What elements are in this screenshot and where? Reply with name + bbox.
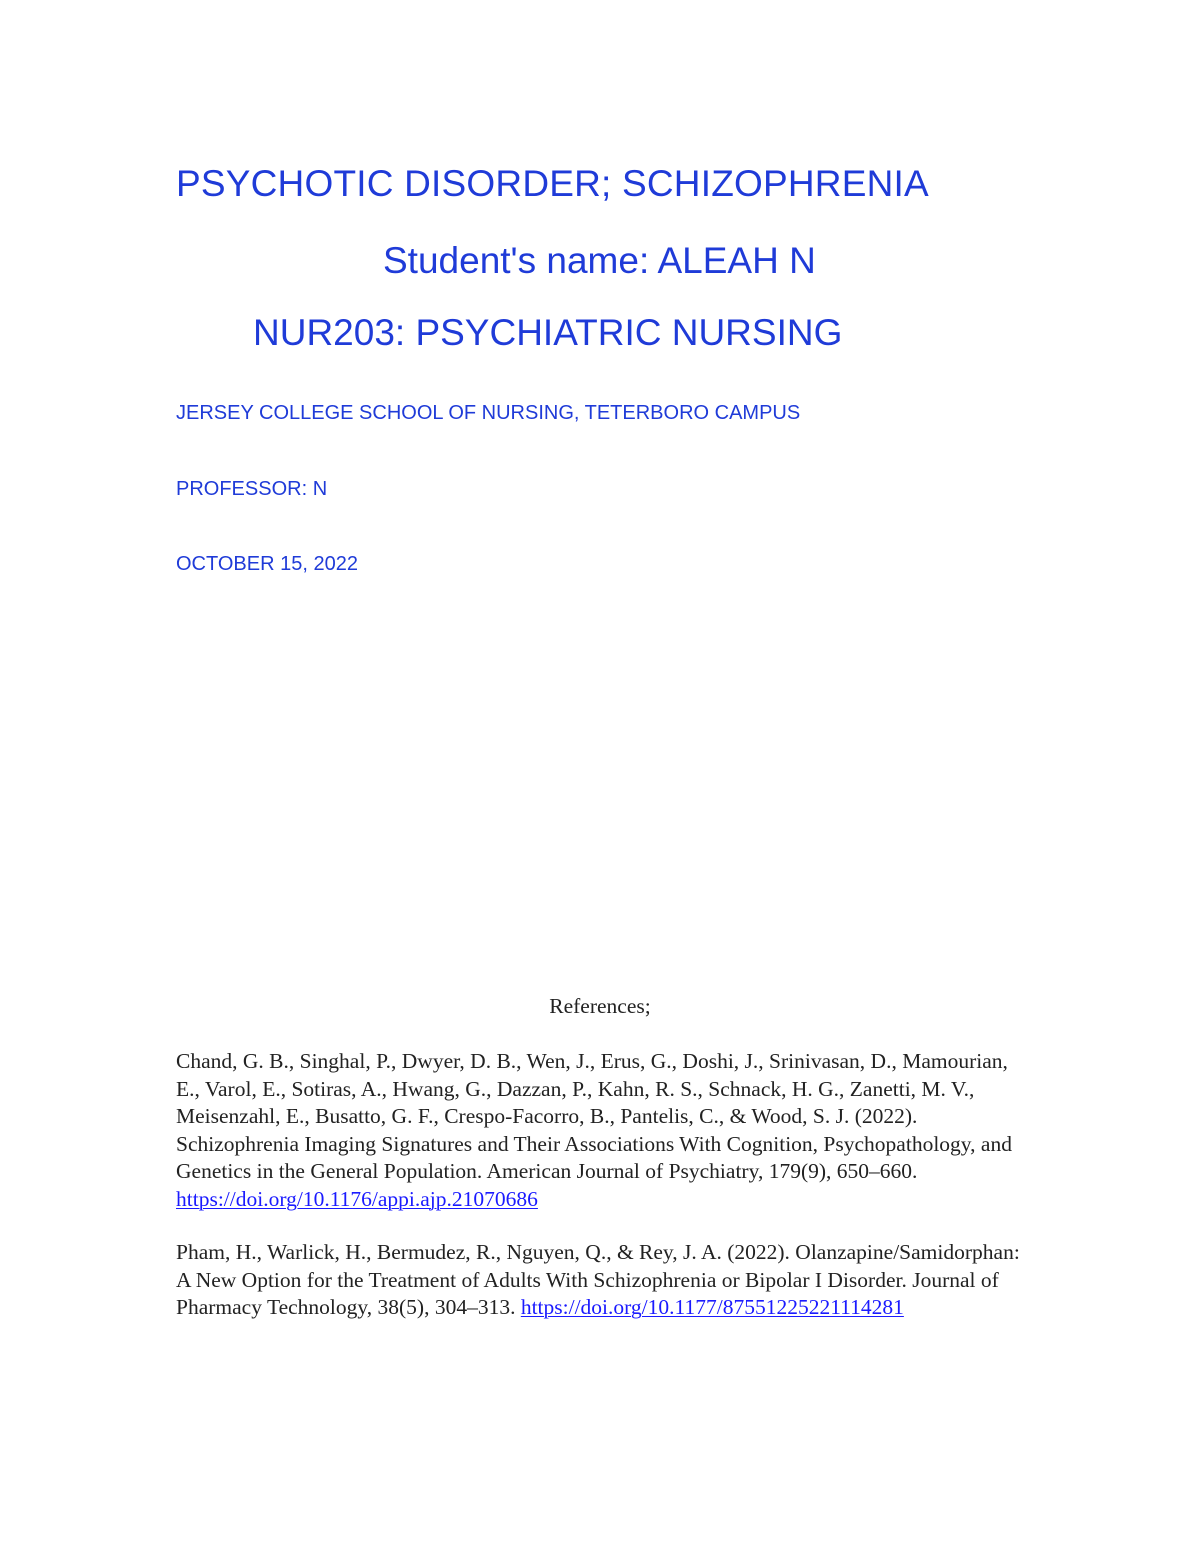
student-name: Student's name: ALEAH N xyxy=(383,240,816,281)
reference-text: Pham, H., Warlick, H., Bermudez, R., Nguyen, Q., & Rey, J. A. (2022). Olanzapine/Samidorphan: A New Option for the Treatment of Adults With Schizophrenia or Bipolar I Disorder. Journal of Pharmacy Technology, 38(5), 304–313. xyxy=(176,1240,1020,1319)
school-name: JERSEY COLLEGE SCHOOL OF NURSING, TETERBORO CAMPUS xyxy=(176,402,801,424)
reference-doi-link[interactable]: https://doi.org/10.1177/87551225221114281 xyxy=(520,1295,904,1319)
reference-item xyxy=(176,1239,1036,1322)
professor-name: PROFESSOR: N xyxy=(176,478,328,500)
course-name: NUR203: PSYCHIATRIC NURSING xyxy=(253,312,843,353)
reference-doi-link[interactable]: https://doi.org/10.1176/appi.ajp.21070686 xyxy=(176,1186,538,1211)
reference-item xyxy=(176,1048,1026,1213)
reference-text: Chand, G. B., Singhal, P., Dwyer, D. B., Wen, J., Erus, G., Doshi, J., Srinivasan, D., Mamourian, E., Varol, E., Sotiras, A., Hwang, G., Dazzan, P., Kahn, R. S., Schnack, H. G., Zanetti, M. V., Meisenzahl, E., Busatto, G. F., Crespo-Facorro, B., Pantelis, C., & Wood, S. J. (2022). Schizophrenia Imaging Signatures and Their Associations With Cognition, Psychopathology, and Genetics in the General Population. American Journal of Psychiatry, 179(9), 650–660. xyxy=(176,1049,1012,1183)
document-date: OCTOBER 15, 2022 xyxy=(176,553,358,575)
references-heading: References; xyxy=(549,994,651,1018)
document-title: PSYCHOTIC DISORDER; SCHIZOPHRENIA xyxy=(176,163,929,204)
